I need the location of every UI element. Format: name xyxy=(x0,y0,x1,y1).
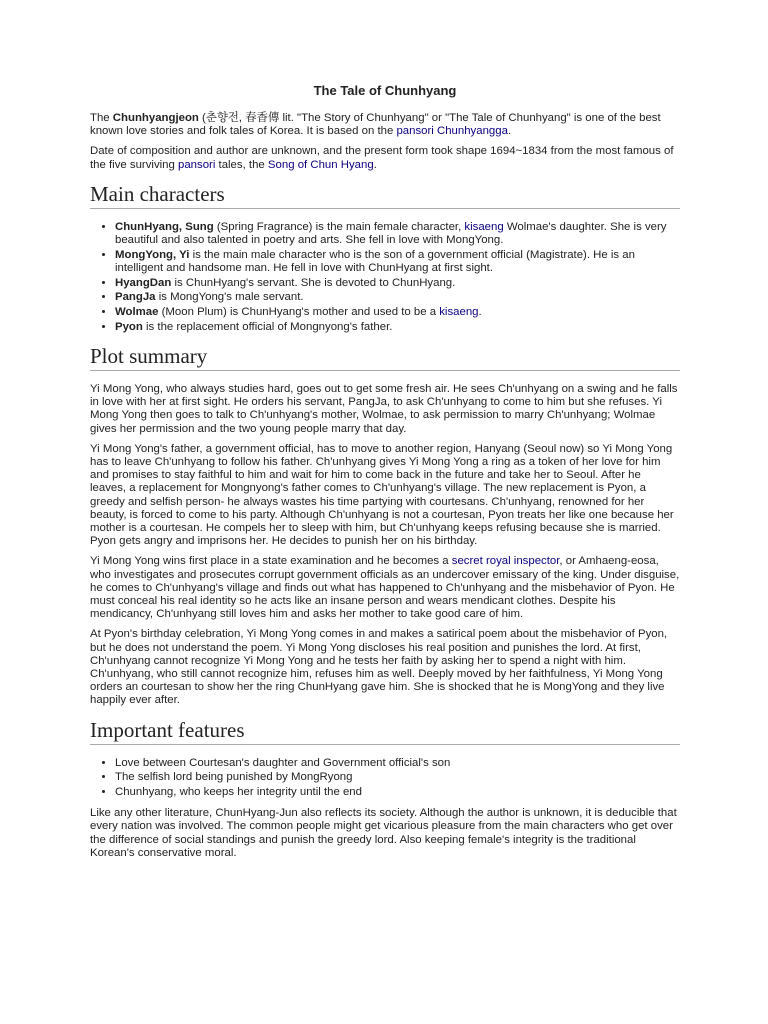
character-text: . xyxy=(478,306,482,319)
list-item: • Chunhyang, who keeps her integrity until the end xyxy=(115,786,680,799)
intro-bold-term: Chunhyangjeon xyxy=(112,112,199,124)
list-item xyxy=(115,306,680,319)
song-of-chun-hyang-link[interactable]: Song of Chun Hyang xyxy=(267,158,374,171)
plot-paragraph-4: At Pyon's birthday celebration, Yi Mong Yong comes in and makes a satirical poem about the misbehavior of Pyon, but he does not understand the poem. Yi Mong Yong discloses his real position and punishes the lord. At first, Ch'unhyang cannot recognize Yi Mong Yong and he tests her faith by asking her to spend a night with him. Ch'unhyang, who still cannot recognize him, refuses him as well. Deeply moved by her faithfulness, Yi Mong Yong orders an courtesan to show her the ring ChunHyang gave him. She is shocked that he is MongYong and they live happily ever after. xyxy=(90,628,668,707)
list-item xyxy=(115,249,680,275)
intro-text: Date of composition and author are unknown, and the present form took shape 1694~1834 from the most famous of the five surviving xyxy=(90,145,674,171)
important-features-heading: Important features xyxy=(90,718,680,745)
intro-text: tales, the xyxy=(215,158,268,171)
list-item xyxy=(115,321,680,334)
plot-paragraph-1: Yi Mong Yong, who always studies hard, goes out to get some fresh air. He sees Ch'unhyang on a swing and he falls in love with her at first sight. He orders his servant, PangJa, to ask Ch'unhyang to come to him but she refuses. Yi Mong Yong then goes to talk to Ch'unhyang's mother, Wolmae, to ask permission to marry Ch'unhyang; Wolmae gives her permission and the two young people marry that day. xyxy=(90,382,678,435)
character-name: HyangDan xyxy=(115,276,172,289)
intro-paragraph-1 xyxy=(90,112,680,138)
intro-text: The xyxy=(90,112,113,124)
character-name: ChunHyang, Sung xyxy=(115,220,214,233)
plot-text: Yi Mong Yong wins first place in a state examination and he becomes a xyxy=(90,555,452,568)
character-name: Pyon xyxy=(115,320,143,333)
main-characters-heading: Main characters xyxy=(90,182,680,209)
page-title: The Tale of Chunhyang xyxy=(313,83,457,98)
plot-summary-heading: Plot summary xyxy=(90,344,680,371)
character-name: PangJa xyxy=(115,291,156,304)
pansori-chunhyangga-link[interactable]: pansori Chunhyangga xyxy=(396,125,508,138)
character-text: is the replacement official of Mongnyong's father. xyxy=(142,320,393,333)
plot-text: , or Amhaeng-eosa, who investigates and prosecutes corrupt government officials as an undercover emissary of the king. Under disguise, he comes to Ch'unhyang's village and finds out what has happened to Ch'unhyang and the misbehavior of Pyon. He must conceal his real identity so he acts like an insane person and wears mendicant clothes. Despite his mendicancy, Ch'unhyang still loves him and asks her mother to take good care of him. xyxy=(90,555,680,621)
character-text: is ChunHyang's servant. She is devoted to ChunHyang. xyxy=(171,276,456,289)
character-name: Wolmae xyxy=(115,306,159,319)
list-item: • The selfish lord being punished by MongRyong xyxy=(115,771,680,784)
pansori-link[interactable]: pansori xyxy=(178,158,216,171)
list-item: • Love between Courtesan's daughter and Government official's son xyxy=(115,757,680,770)
plot-paragraph-2: Yi Mong Yong's father, a government official, has to move to another region, Hanyang (Seoul now) so Yi Mong Yong has to leave Ch'unhyang to follow his father. Ch'unhyang gives Yi Mong Yong a ring as a token of her love for him and promises to stay faithful to him and wait for him to come back in the future and take her to Seoul. After he leaves, a replacement for Mongnyong's father comes to Ch'unhyang's village. The new replacement is Pyon, a greedy and selfish person- he always wastes his time partying with courtesans. Ch'unhyang, renowned for her beauty, is forced to come to his party. Although Ch'unhyang is not a courtesan, Pyon treats her like one because her mother is a courtesan. He compels her to sleep with him, but Ch'unhyang keeps refusing because she is married. Pyon gets angry and imprisons her. He decides to punish her on his birthday. xyxy=(90,442,674,548)
character-text: is the main male character who is the son of a government official (Magistrate). He is an intelligent and handsome man. He fell in love with ChunHyang at first sight. xyxy=(115,248,635,274)
character-text: (Moon Plum) is ChunHyang's mother and used to be a xyxy=(158,306,440,319)
character-name: MongYong, Yi xyxy=(115,248,190,261)
character-text: Wolmae's daughter. She is very beautiful and also talented in poetry and arts. She fell in love with MongYong. xyxy=(115,220,667,247)
plot-summary-body xyxy=(90,383,680,708)
intro-text: . xyxy=(507,125,512,138)
features-paragraph: Like any other literature, ChunHyang-Jun also reflects its society. Although the author is unknown, it is deducible that every nation was involved. The common people might get vicarious pleasure from the main characters who get over the difference of social standings and punish the greedy lord. Also keeping female's integrity is the traditional Korean's conservative moral. xyxy=(90,807,677,859)
intro-text: . xyxy=(373,158,377,171)
secret-royal-inspector-link[interactable]: secret royal inspector xyxy=(451,555,560,568)
kisaeng-link[interactable]: kisaeng xyxy=(464,220,504,233)
plot-paragraph-3 xyxy=(90,555,680,621)
important-features-list xyxy=(90,757,680,800)
character-text: (Spring Fragrance) is the main female character, xyxy=(213,220,465,233)
list-item xyxy=(115,221,680,247)
list-item xyxy=(115,277,680,290)
kisaeng-link[interactable]: kisaeng xyxy=(439,306,479,319)
main-characters-list xyxy=(90,221,680,334)
list-item xyxy=(115,291,680,304)
intro-paragraph-2 xyxy=(90,145,680,171)
document-content xyxy=(90,82,680,867)
character-text: is MongYong's male servant. xyxy=(155,291,304,304)
intro-text: (춘향전, 春香傳 lit. "The Story of Chunhyang" or "The Tale of Chunhyang" is one of the best known love stories and folk tales of Korea. It is based on the xyxy=(90,112,661,138)
